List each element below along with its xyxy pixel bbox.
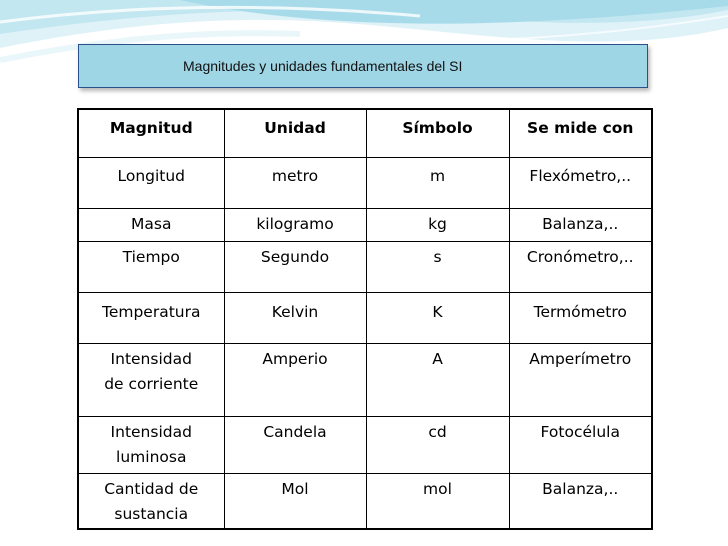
cell-magnitud: Masa xyxy=(78,208,224,241)
cell-magnitud: Intensidad luminosa xyxy=(78,416,224,473)
header-unidad: Unidad xyxy=(224,109,366,157)
header-se-mide-con: Se mide con xyxy=(509,109,652,157)
cell-unidad: Amperio xyxy=(224,343,366,416)
cell-magnitud: Cantidad de sustancia xyxy=(78,473,224,529)
cell-instrumento: Amperímetro xyxy=(509,343,652,416)
cell-unidad: Segundo xyxy=(224,241,366,292)
cell-instrumento: Termómetro xyxy=(509,292,652,343)
cell-instrumento: Cronómetro,.. xyxy=(509,241,652,292)
si-units-table xyxy=(77,108,653,530)
cell-simbolo: cd xyxy=(366,416,509,473)
cell-unidad: Mol xyxy=(224,473,366,529)
table-row xyxy=(78,416,652,473)
cell-instrumento: Fotocélula xyxy=(509,416,652,473)
cell-instrumento: Balanza,.. xyxy=(509,473,652,529)
cell-unidad: kilogramo xyxy=(224,208,366,241)
cell-unidad: Kelvin xyxy=(224,292,366,343)
cell-simbolo: A xyxy=(366,343,509,416)
table-header-row xyxy=(78,109,652,157)
cell-simbolo: s xyxy=(366,241,509,292)
table-row xyxy=(78,343,652,416)
cell-magnitud: Longitud xyxy=(78,157,224,208)
table-row xyxy=(78,157,652,208)
cell-simbolo: K xyxy=(366,292,509,343)
cell-magnitud: Tiempo xyxy=(78,241,224,292)
cell-magnitud: Intensidad de corriente xyxy=(78,343,224,416)
table-row xyxy=(78,473,652,529)
cell-instrumento: Flexómetro,.. xyxy=(509,157,652,208)
table-row xyxy=(78,292,652,343)
header-magnitud: Magnitud xyxy=(78,109,224,157)
header-simbolo: Símbolo xyxy=(366,109,509,157)
table-row xyxy=(78,208,652,241)
cell-unidad: metro xyxy=(224,157,366,208)
cell-instrumento: Balanza,.. xyxy=(509,208,652,241)
slide-title-box xyxy=(78,44,648,88)
cell-simbolo: mol xyxy=(366,473,509,529)
cell-unidad: Candela xyxy=(224,416,366,473)
slide-title: Magnitudes y unidades fundamentales del SI xyxy=(183,58,463,74)
cell-magnitud: Temperatura xyxy=(78,292,224,343)
cell-simbolo: m xyxy=(366,157,509,208)
table-row xyxy=(78,241,652,292)
cell-simbolo: kg xyxy=(366,208,509,241)
